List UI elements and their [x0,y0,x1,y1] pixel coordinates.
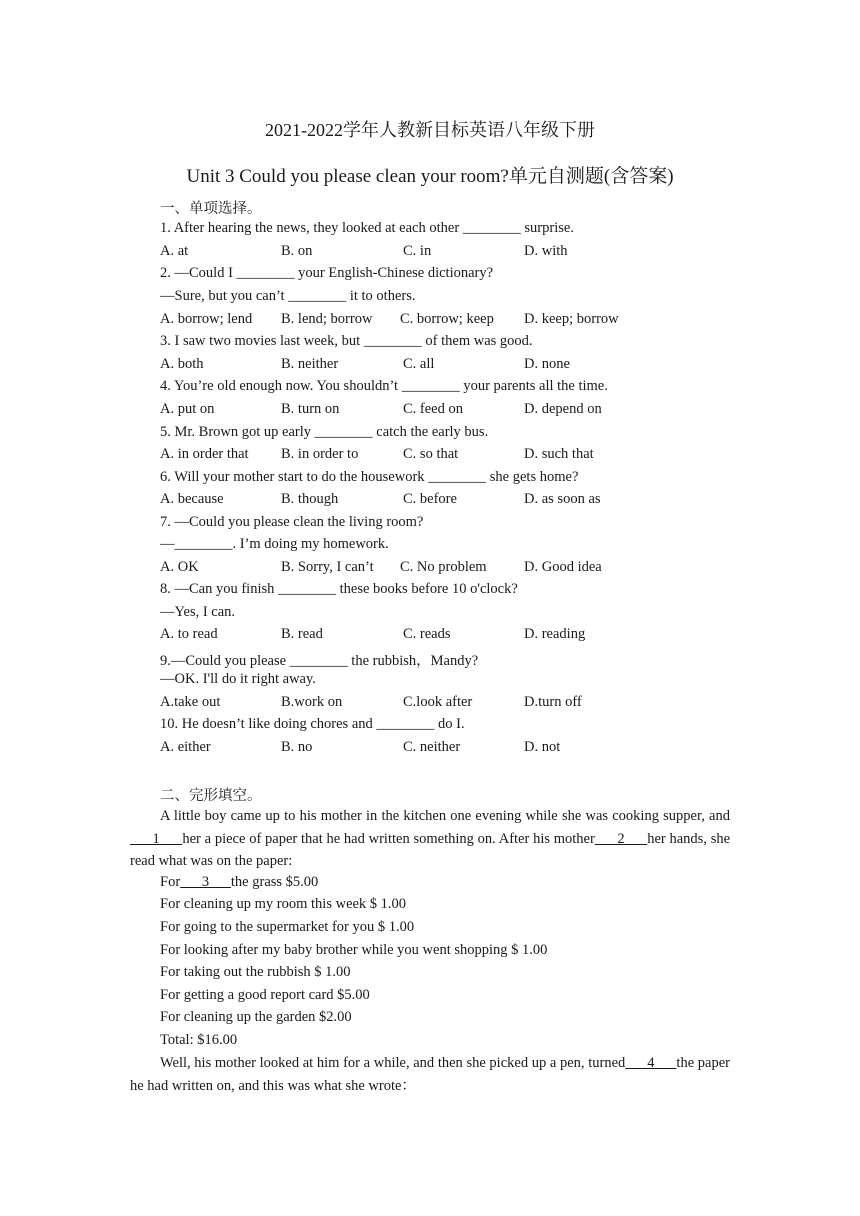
cloze-blank-1: 1 [130,830,183,847]
option-b: B. turn on [281,401,340,417]
option-c: C. reads [403,626,451,642]
question-3-options [160,356,680,374]
option-a: A. put on [160,401,215,417]
option-d: D. reading [524,626,586,642]
cloze-text: the grass $5.00 [230,874,319,890]
question-7: 7. —Could you please clean the living room? [160,514,424,530]
option-c: C. neither [403,739,461,755]
option-b: B. lend; borrow [281,311,373,327]
cloze-blank-4: 4 [625,1055,677,1071]
option-c: C. No problem [400,559,487,575]
option-b: B. on [281,243,313,259]
option-a: A.take out [160,694,221,710]
option-c: C. so that [403,446,459,462]
option-c: C. before [403,491,457,507]
option-a: A. either [160,739,211,755]
question-8: 8. —Can you finish ________ these books before 10 o'clock? [160,581,518,597]
option-a: A. both [160,356,204,372]
option-d: D. such that [524,446,594,462]
cloze-item-grass [160,874,318,891]
cloze-text: For [160,874,181,890]
section-heading-cloze: 二、完形填空。 [160,788,262,804]
option-c: C. borrow; keep [400,311,494,327]
cloze-item: For going to the supermarket for you $ 1.00 [160,919,415,935]
question-8-reply: —Yes, I can. [160,604,236,620]
cloze-paragraph-1 [130,805,730,873]
question-3: 3. I saw two movies last week, but ________ of them was good. [160,333,533,349]
option-b: B.work on [281,694,343,710]
option-a: A. borrow; lend [160,311,253,327]
question-1-options [160,243,680,261]
cloze-paragraph-2 [130,1052,730,1097]
question-6: 6. Will your mother start to do the housework ________ she gets home? [160,469,579,485]
cloze-text: A little boy came up to his mother in the kitchen one evening while she was cooking supper, and [160,808,730,824]
cloze-text: her a piece of paper that he had written something on. After his mother [182,830,595,847]
cloze-item: For getting a good report card $5.00 [160,987,370,1003]
option-c: C. all [403,356,435,372]
option-a: A. OK [160,559,199,575]
question-2-reply: —Sure, but you can’t ________ it to others. [160,288,416,304]
option-b: B. no [281,739,313,755]
option-c: C.look after [403,694,473,710]
cloze-text: her hands, she read what was on the paper: [130,830,731,869]
cloze-item: For cleaning up the garden $2.00 [160,1009,352,1025]
question-5-options [160,446,680,464]
option-a: A. because [160,491,224,507]
option-d: D. with [524,243,568,259]
question-9-reply: —OK. I'll do it right away. [160,671,316,687]
document-title: 2021-2022学年人教新目标英语八年级下册 [265,120,595,140]
option-b: B. though [281,491,339,507]
question-9: 9.—Could you please ________ the rubbish，Mandy? [160,653,479,669]
question-9-options [160,694,680,712]
option-b: B. read [281,626,323,642]
cloze-item: For cleaning up my room this week $ 1.00 [160,896,407,912]
question-1: 1. After hearing the news, they looked at each other ________ surprise. [160,220,574,236]
section-heading-single-choice: 一、单项选择。 [160,201,262,217]
option-d: D.turn off [524,694,582,710]
cloze-blank-3: 3 [180,874,231,890]
question-6-options [160,491,680,509]
question-7-reply: —________. I’m doing my homework. [160,536,389,552]
question-8-options [160,626,680,644]
cloze-total: Total: $16.00 [160,1032,238,1048]
option-c: C. feed on [403,401,463,417]
option-b: B. neither [281,356,339,372]
question-7-options [160,559,680,577]
option-d: D. Good idea [524,559,602,575]
question-2-options [160,311,680,329]
question-5: 5. Mr. Brown got up early ________ catch the early bus. [160,424,489,440]
option-d: D. as soon as [524,491,601,507]
option-d: D. not [524,739,561,755]
option-d: D. keep; borrow [524,311,619,327]
question-10-options [160,739,680,757]
question-2: 2. —Could I ________ your English-Chinese dictionary? [160,265,494,281]
cloze-text: Well, his mother looked at him for a while, and then she picked up a pen, turned [160,1055,626,1071]
question-4: 4. You’re old enough now. You shouldn’t ________ your parents all the time. [160,378,608,394]
cloze-text: the paper he had written on, and this was what she wrote： [130,1055,730,1094]
option-a: A. to read [160,626,218,642]
document-subtitle: Unit 3 Could you please clean your room?单元自测题(含答案) [186,166,674,187]
option-a: A. at [160,243,189,259]
option-a: A. in order that [160,446,249,462]
cloze-blank-2: 2 [594,830,648,847]
question-4-options [160,401,680,419]
option-c: C. in [403,243,432,259]
cloze-item: For taking out the rubbish $ 1.00 [160,964,351,980]
question-10: 10. He doesn’t like doing chores and ________ do I. [160,716,465,732]
option-d: D. depend on [524,401,602,417]
cloze-item: For looking after my baby brother while you went shopping $ 1.00 [160,942,548,958]
option-b: B. in order to [281,446,359,462]
option-b: B. Sorry, I can’t [281,559,374,575]
option-d: D. none [524,356,570,372]
